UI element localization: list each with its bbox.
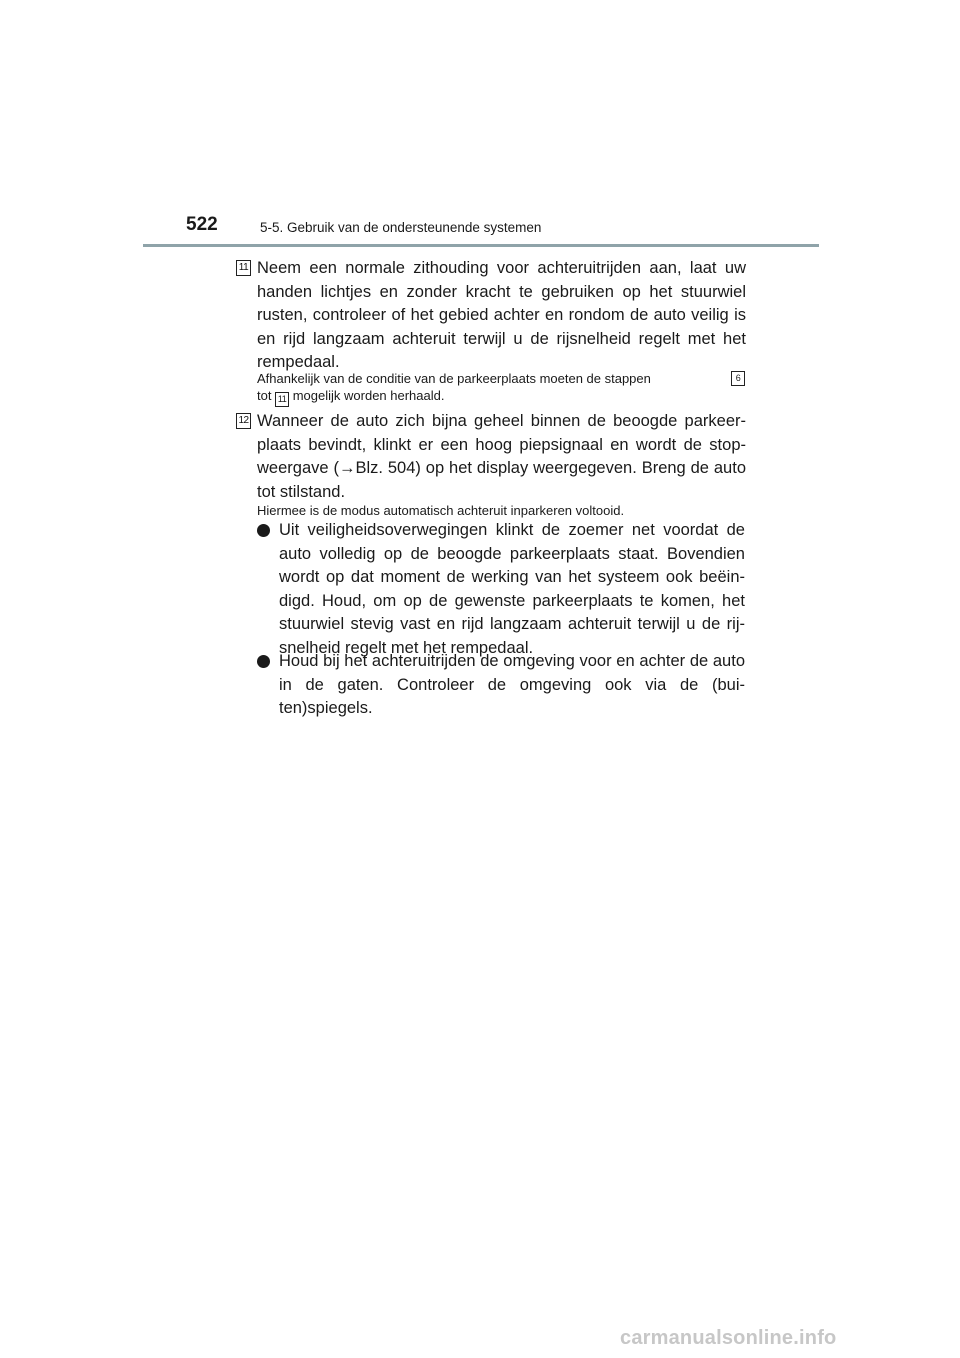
bullet-text: Houd bij het achteruitrijden de omgeving voor en achter de auto in de gaten. Controleer de omgeving ook via de (bui-ten)spiegels. xyxy=(279,652,745,718)
note-repeat-steps xyxy=(257,370,745,404)
note-completed: Hiermee is de modus automatisch achteruit inparkeren voltooid. xyxy=(257,503,625,518)
step-12 xyxy=(236,410,746,504)
step-text: Wanneer de auto zich bijna geheel binnen de beoogde parkeer-plaats bevindt, klinkt er een hoog piepsignaal en wordt de stop-weergave (→Blz. 504) op het display weergegeven. Breng de auto tot stilstand. xyxy=(257,412,746,501)
bullet-item xyxy=(257,650,745,721)
bullet-text: Uit veiligheidsoverwegingen klinkt de zoemer net voordat de auto volledig op de beoogde parkeerplaats staat. Bovendien wordt op dat moment de werking van het systeem ook beëin-digd. Houd, om op de gewenste parkeerplaats te komen, het stuurwiel stevig vast en rijd langzaam achteruit terwijl u de rij-snelheid regelt met het rempedaal. xyxy=(279,521,745,657)
note-text: Afhankelijk van de conditie van de parkeerplaats moeten de stappen xyxy=(257,371,651,386)
step-reference-badge: 6 xyxy=(731,371,745,386)
step-11 xyxy=(236,257,746,375)
note-text: tot xyxy=(257,388,272,403)
bullet-item xyxy=(257,519,745,661)
page-header xyxy=(0,214,960,248)
step-reference-badge: 11 xyxy=(275,392,289,407)
bullet-icon xyxy=(257,655,270,668)
page-number: 522 xyxy=(186,214,218,235)
note-text: mogelijk worden herhaald. xyxy=(292,388,445,403)
section-title: 5-5. Gebruik van de ondersteunende systemen xyxy=(260,220,542,235)
watermark: carmanualsonline.info xyxy=(620,1327,837,1349)
header-divider xyxy=(143,244,819,247)
step-text: Neem een normale zithouding voor achteruitrijden aan, laat uw handen lichtjes en zonder kracht te gebruiken op het stuurwiel rusten, controleer of het gebied achter en rondom de auto veilig is en rijd langzaam achteruit terwijl u de rijsnelheid regelt met het rempedaal. xyxy=(257,259,746,372)
step-number-badge: 11 xyxy=(236,260,251,276)
step-number-badge: 12 xyxy=(236,413,251,429)
bullet-icon xyxy=(257,524,270,537)
